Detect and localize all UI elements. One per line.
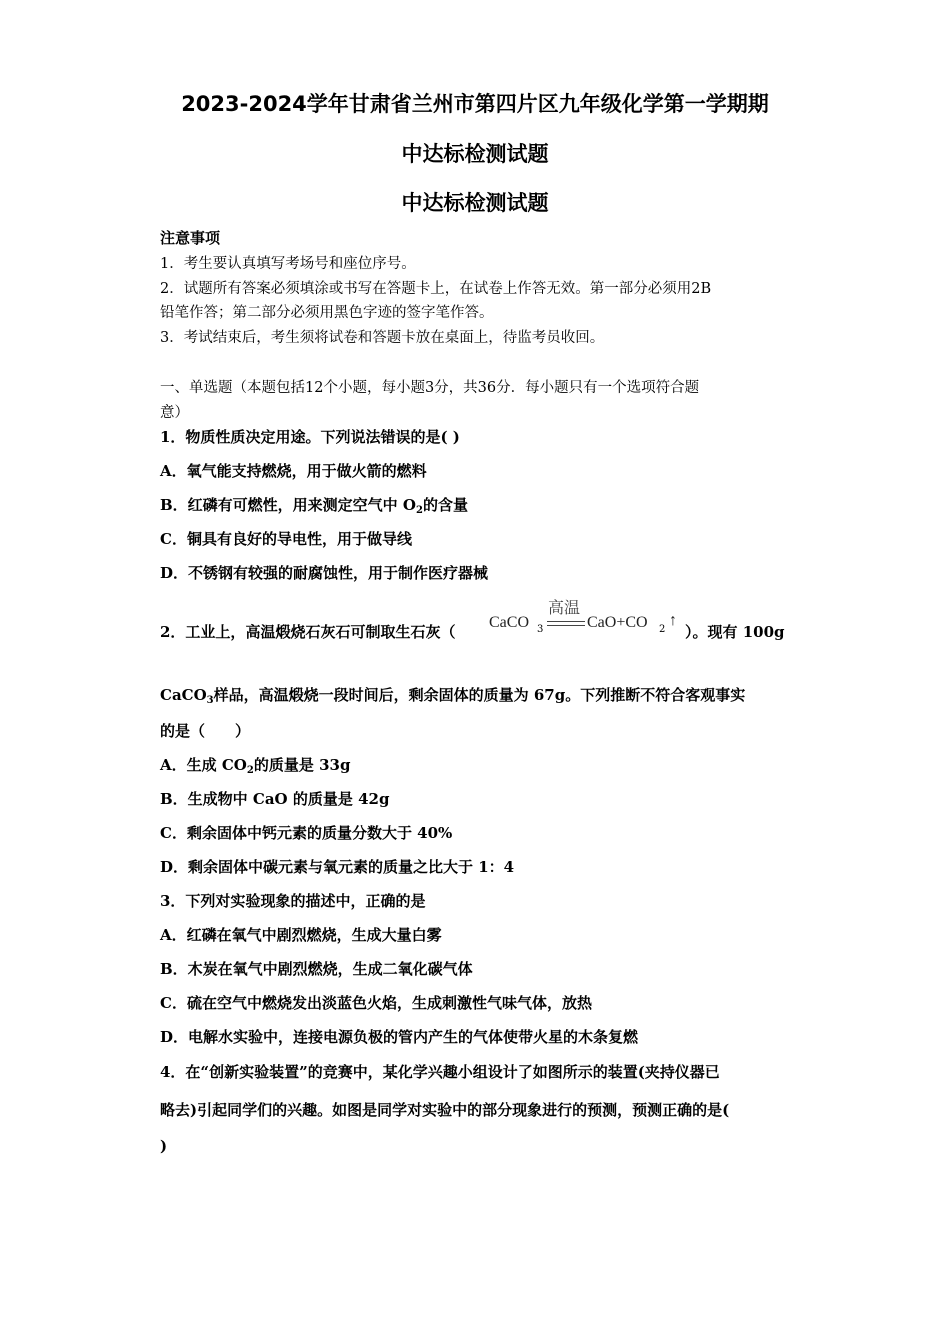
- notice-item-3: 3．考试结束后，考生须将试卷和答题卡放在桌面上，待监考员收回。: [160, 330, 605, 346]
- q3-option-c: C．硫在空气中燃烧发出淡蓝色火焰，生成刺激性气味气体，放热: [160, 994, 592, 1012]
- q2-stem-pre: 2．工业上，高温煅烧石灰石可制取生石灰（: [160, 623, 456, 641]
- q2-stem-2-text: 样品，高温煅烧一段时间后，剩余固体的质量为 67g。下列推断不符合客观事实: [213, 686, 746, 704]
- q1-option-b-subscript: 2: [415, 505, 423, 516]
- q2-option-a-tail: 的质量是 33g: [253, 756, 351, 774]
- notice-heading: 注意事项: [160, 229, 221, 247]
- q1-option-b: [160, 494, 468, 516]
- q2-stem-2-formula: CaCO: [160, 686, 207, 704]
- q2-option-a: [160, 754, 350, 776]
- eq-reactant-subscript: 3: [537, 624, 544, 635]
- eq-product: CaO+CO: [587, 614, 648, 631]
- q2-option-a-text: A．生成 CO: [160, 756, 247, 774]
- q3-option-b: B．木炭在氧气中剧烈燃烧，生成二氧化碳气体: [160, 960, 473, 978]
- section-heading-a: 一、单选题（本题包括12个小题，每小题3分，共36分．每小题只有一个选项符合题: [160, 380, 700, 396]
- eq-condition: 高温: [548, 598, 581, 617]
- q2-stem-2-subscript: 3: [206, 695, 214, 706]
- q1-stem: 1．物质性质决定用途。下列说法错误的是( ): [160, 428, 460, 446]
- eq-bar-bottom: [547, 625, 585, 626]
- q2-option-b: B．生成物中 CaO 的质量是 42g: [160, 790, 390, 808]
- q2-stem-2: [160, 684, 745, 706]
- page-title-line1: 2023-2024学年甘肃省兰州市第四片区九年级化学第一学期期: [181, 92, 769, 116]
- q1-option-c: C．铜具有良好的导电性，用于做导线: [160, 530, 412, 548]
- eq-product-subscript: 2: [659, 624, 666, 635]
- eq-bar-top: [547, 621, 585, 622]
- q2-stem-3: 的是（ ）: [160, 722, 251, 740]
- q1-option-d: D．不锈钢有较强的耐腐蚀性，用于制作医疗器械: [160, 564, 489, 582]
- q2-option-d: D．剩余固体中碳元素与氧元素的质量之比大于 1：4: [160, 858, 515, 876]
- notice-item-1: 1．考生要认真填写考场号和座位序号。: [160, 256, 416, 272]
- q2-stem-post: ）。现有 100g: [685, 623, 785, 641]
- q3-option-a: A．红磷在氧气中剧烈燃烧，生成大量白雾: [160, 926, 442, 944]
- notice-item-2b: 铅笔作答；第二部分必须用黑色字迹的签字笔作答。: [160, 305, 494, 321]
- q2-option-c: C．剩余固体中钙元素的质量分数大于 40%: [160, 824, 453, 842]
- notice-item-2a: 2．试题所有答案必须填涂或书写在答题卡上，在试卷上作答无效。第一部分必须用2B: [160, 281, 712, 297]
- page-title-line3: 中达标检测试题: [401, 191, 549, 215]
- eq-up-arrow: ↑: [669, 612, 677, 629]
- q2-option-a-subscript: 2: [246, 765, 254, 776]
- q4-stem-b: 略去)引起同学们的兴趣。如图是同学对实验中的部分现象进行的预测，预测正确的是(: [160, 1101, 730, 1119]
- section-heading-b: 意）: [160, 405, 189, 421]
- q4-stem-a: 4．在“创新实验装置”的竞赛中，某化学兴趣小组设计了如图所示的装置(夹持仪器已: [160, 1063, 720, 1081]
- page-title-line2: 中达标检测试题: [401, 142, 549, 166]
- eq-reactant: CaCO: [489, 614, 529, 631]
- q1-option-a: A．氧气能支持燃烧，用于做火箭的燃料: [160, 462, 427, 480]
- q3-option-d: D．电解水实验中，连接电源负极的管内产生的气体使带火星的木条复燃: [160, 1028, 639, 1046]
- q1-option-b-tail: 的含量: [422, 496, 468, 514]
- q1-option-b-text: B．红磷有可燃性，用来测定空气中 O: [160, 496, 416, 514]
- q4-stem-c: ): [160, 1137, 168, 1155]
- q3-stem: 3．下列对实验现象的描述中，正确的是: [160, 892, 426, 910]
